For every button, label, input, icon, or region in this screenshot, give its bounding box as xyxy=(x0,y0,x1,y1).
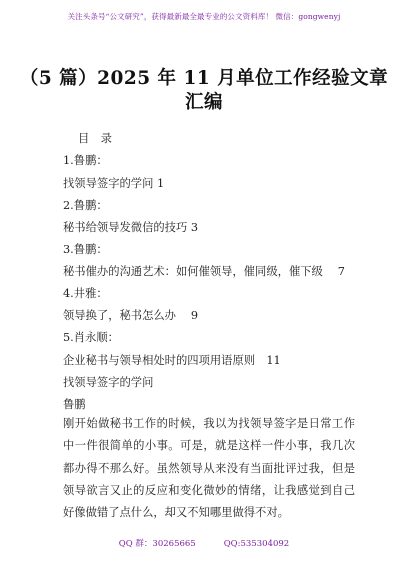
toc-entry: 找领导签字的学问 1 xyxy=(63,177,165,190)
article-author: 鲁鹏 xyxy=(63,398,86,411)
toc-entry: 企业秘书与领导相处时的四项用语原则 11 xyxy=(63,354,281,367)
toc-author: 2.鲁鹏： xyxy=(63,199,108,212)
footer-qq-group: QQ 群：30265665 xyxy=(118,539,196,549)
footer-contacts xyxy=(0,537,408,549)
document-title: （5 篇）2025 年 11 月单位工作经验文章 xyxy=(19,68,389,89)
document-title-continued: 汇编 xyxy=(184,92,223,113)
toc-entry: 秘书给领导发微信的技巧 3 xyxy=(63,221,199,234)
toc-heading: 目 录 xyxy=(78,132,112,145)
toc-author: 3.鲁鹏： xyxy=(63,243,108,256)
toc-author: 5.肖永顺： xyxy=(63,331,119,344)
toc-entry: 秘书催办的沟通艺术：如何催领导，催同级，催下级 7 xyxy=(63,265,345,278)
article-body: 刚开始做秘书工作的时候，我以为找领导签字是日常工作中一件很简单的小事。可是，就是这样一件小事，我几次都办得不那么好。虽然领导从来没有当面批评过我，但是领导欲言又止的反应和变化微妙的情绪，让我感觉到自己好像做错了点什么，却又不知哪里做得不对。 xyxy=(63,417,355,520)
footer-qq: QQ:535304092 xyxy=(223,539,290,549)
toc-author: 4.井雅： xyxy=(63,287,108,300)
header-banner: 关注头条号“公文研究”，获得最新最全最专业的公文资料库！ 微信：gongwenyj xyxy=(67,12,341,21)
toc-entry: 领导换了，秘书怎么办 9 xyxy=(63,309,199,322)
article-title: 找领导签字的学问 xyxy=(63,376,154,389)
toc-author: 1.鲁鹏： xyxy=(63,154,108,167)
